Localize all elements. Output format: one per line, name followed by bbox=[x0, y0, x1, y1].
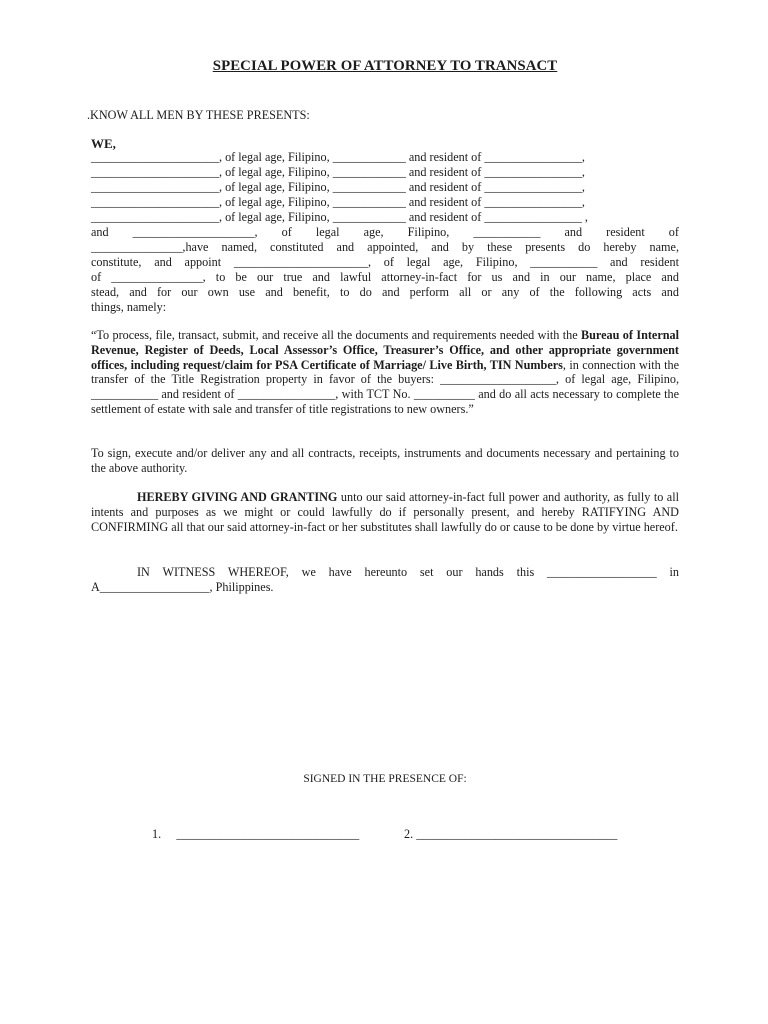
appointment-line: stead, and for our own use and benefit, to do and perform all or any of the following acts and bbox=[91, 285, 679, 299]
principal-line: _____________________, of legal age, Filipino, ____________ and resident of ________________, bbox=[91, 195, 585, 209]
and-line: and ____________________, of legal age, Filipino, ___________ and resident of bbox=[91, 225, 679, 239]
granting-bold-text: HEREBY GIVING AND GRANTING bbox=[137, 490, 338, 504]
appointment-line: things, namely: bbox=[91, 300, 167, 314]
authority-quote-paragraph: “To process, file, transact, submit, and receive all the documents and requirements needed with the Bureau of Internal Revenue, Register of Deeds, Local Assessor’s Office, Treasurer’s Office, and other appropriate government offices, including request/claim for PSA Certificate of Marriage/ Live Birth, TIN Numbers, in connection with the transfer of the Title Registration property in favor of the buyers: ___________________, of legal age, Filipino, ___________ and resident of ________________, with TCT No. __________ and do all acts necessary to complete the settlement of estate with sale and transfer of title registrations to new owners.” bbox=[91, 328, 679, 416]
principal-line: _____________________, of legal age, Filipino, ____________ and resident of ________________, bbox=[91, 180, 585, 194]
principal-line: _____________________, of legal age, Filipino, ____________ and resident of ________________ , bbox=[91, 210, 588, 224]
appointment-line: constitute, and appoint ______________________, of legal age, Filipino, ___________ and resident bbox=[91, 255, 679, 269]
know-all-heading: .KNOW ALL MEN BY THESE PRESENTS: bbox=[87, 108, 310, 122]
signed-presence-heading: SIGNED IN THE PRESENCE OF: bbox=[303, 773, 467, 785]
we-heading: WE, bbox=[91, 136, 116, 151]
principal-line: _____________________, of legal age, Filipino, ____________ and resident of ________________, bbox=[91, 165, 585, 179]
witness-whereof-paragraph: IN WITNESS WHEREOF, we have hereunto set our hands this __________________ in A__________________, Philippines. bbox=[91, 565, 679, 594]
sign-execute-paragraph: To sign, execute and/or deliver any and all contracts, receipts, instruments and documents necessary and pertaining to the above authority. bbox=[91, 446, 679, 475]
signature-line: _________________________________ bbox=[416, 827, 618, 841]
principals-block bbox=[91, 150, 679, 315]
signature-line: ______________________________ bbox=[176, 827, 360, 841]
principal-line: _____________________, of legal age, Filipino, ____________ and resident of ________________, bbox=[91, 150, 585, 164]
appointment-line: _______________,have named, constituted and appointed, and by these presents do hereby name, bbox=[91, 240, 679, 254]
granting-paragraph: HEREBY GIVING AND GRANTING unto our said attorney-in-fact full power and authority, as fully to all intents and purposes as we might or could lawfully do if personally present, and hereby RATIFYING AND CONFIRMING all that our said attorney-in-fact or her substitutes shall lawfully do or cause to be done by virtue hereof. bbox=[91, 490, 679, 534]
document-title: SPECIAL POWER OF ATTORNEY TO TRANSACT bbox=[212, 58, 558, 74]
witness-signature-2: 2. _________________________________ bbox=[404, 827, 618, 841]
agencies-bold-text: Bureau of Internal Revenue, Register of Deeds, Local Assessor’s Office, Treasurer’s Office, and other appropriate government offices, including request/claim for PSA Certificate of Marriage/ Live Birth, TIN Numbers bbox=[91, 328, 679, 372]
appointment-line: of _______________, to be our true and lawful attorney-in-fact for us and in our name, place and bbox=[91, 270, 679, 284]
witness-signature-1: 1. ______________________________ bbox=[152, 827, 360, 841]
